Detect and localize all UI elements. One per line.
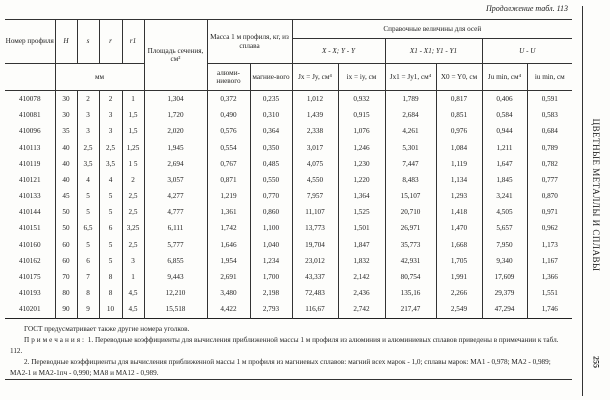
table-cell: 35 [55,123,77,139]
table-cell: 0,871 [207,172,250,188]
table-cell: 135,16 [385,285,436,301]
bottom-rule [5,379,572,380]
table-row [5,253,572,269]
table-cell: 1,847 [338,237,385,253]
table-cell: 0,684 [527,123,572,139]
table-cell: 2,198 [250,285,292,301]
header-axis-xx: X - X; Y - Y [292,39,385,64]
table-cell: 30 [55,107,77,123]
table-cell: 2,5 [122,188,144,204]
table-row [5,237,572,253]
table-cell: 1,439 [292,107,338,123]
table-cell: 2,684 [385,107,436,123]
table-cell: 4,261 [385,123,436,139]
table-cell: 410193 [5,285,55,301]
table-cell: 1,746 [527,301,572,318]
table-cell: 6,855 [144,253,207,269]
table-cell: 1,220 [338,172,385,188]
table-cell: 1,551 [527,285,572,301]
table-cell: 4,277 [144,188,207,204]
header-iumin: iu min, см [527,64,572,91]
table-cell: 410133 [5,188,55,204]
table-cell: 9 [77,301,99,318]
table-cell: 4,5 [122,285,144,301]
table-cell: 2,338 [292,123,338,139]
header-magn: магние-вого [250,64,292,91]
table-cell: 1 5 [122,156,144,172]
table-cell: 0,851 [436,107,482,123]
table-cell: 410151 [5,221,55,237]
table-cell: 1,134 [436,172,482,188]
table-cell: 50 [55,221,77,237]
table-cell: 1,646 [207,237,250,253]
side-title: ЦВЕТНЫЕ МЕТАЛЛЫ И СПЛАВЫ [591,118,601,272]
table-cell: 90 [55,301,77,318]
table-cell: 6,5 [77,221,99,237]
table-cell: 2,549 [436,301,482,318]
table-cell: 9,340 [482,253,527,269]
table-cell: 0,583 [527,107,572,123]
table-cell: 3,480 [207,285,250,301]
table-cell: 1,945 [144,140,207,156]
table-cell: 4,505 [482,204,527,220]
note-1-text: 1. Переводные коэффициенты для вычисления приближенной массы 1 м профиля из алюминия и алюминиевых сплавов приведены в примечании к табл. 112. [10,336,559,355]
table-cell: 47,294 [482,301,527,318]
table-cell: 1,364 [338,188,385,204]
table-cell: 0,584 [482,107,527,123]
table-cell: 1,700 [250,269,292,285]
note-2: 2. Переводные коэффициенты для вычисления приближенной массы 1 м профиля из магниевых сплавов: магний всех марок - 1,0; сплавы марок: МА1 - 0,978; МА2 - 0,989; МА2-1 и МА2-1пч - 0,990; МА8 и МА12 - 0,989. [10,358,551,377]
table-cell: 45 [55,188,77,204]
table-cell: 1,084 [436,140,482,156]
table-cell: 80 [55,285,77,301]
table-cell: 0,576 [207,123,250,139]
table-cell: 1,470 [436,221,482,237]
table-cell: 0,767 [207,156,250,172]
table-cell: 3,25 [122,221,144,237]
table-cell: 0,550 [250,172,292,188]
table-cell: 5 [99,237,122,253]
table-cell: 26,971 [385,221,436,237]
header-reference: Справочные величины для осей [292,20,572,39]
table-row [5,221,572,237]
notes [10,324,570,379]
table-cell: 43,337 [292,269,338,285]
table-cell: 0,915 [338,107,385,123]
table-cell: 8 [99,269,122,285]
table-cell: 5 [99,204,122,220]
table-cell: 410081 [5,107,55,123]
table-cell: 1,173 [527,237,572,253]
header-axis-uu: U - U [482,39,572,64]
table-cell: 1,361 [207,204,250,220]
header-mass: Масса 1 м профиля, кг, из сплава [207,20,292,64]
table-cell: 0,976 [436,123,482,139]
header-r: r [99,20,122,64]
table-cell: 1,720 [144,107,207,123]
table-cell: 116,67 [292,301,338,318]
table-row [5,301,572,318]
table-cell: 1 [122,269,144,285]
table-cell: 1,789 [385,91,436,108]
table-cell: 2 [122,172,144,188]
table-cell: 0,350 [250,140,292,156]
table-cell: 1,501 [338,221,385,237]
table-row [5,172,572,188]
table-cell: 4,075 [292,156,338,172]
table-row [5,188,572,204]
table-cell: 3 [77,123,99,139]
table-cell: 2,436 [338,285,385,301]
table-cell: 1,293 [436,188,482,204]
table-cell: 80,754 [385,269,436,285]
table-cell: 0,406 [482,91,527,108]
table-cell: 12,210 [144,285,207,301]
table-cell: 410121 [5,172,55,188]
table-cell: 410162 [5,253,55,269]
table-cell: 0,777 [527,172,572,188]
table-cell: 7,950 [482,237,527,253]
table-cell: 1 [122,91,144,108]
table-cell: 1,219 [207,188,250,204]
table-cell: 410144 [5,204,55,220]
table-cell: 10 [99,301,122,318]
table-cell: 2,742 [338,301,385,318]
table-cell: 5 [99,188,122,204]
table-cell: 410160 [5,237,55,253]
table-cell: 20,710 [385,204,436,220]
table-cell: 1,418 [436,204,482,220]
table-row [5,204,572,220]
table-cell: 2,694 [144,156,207,172]
table-cell: 0,817 [436,91,482,108]
note-label: Примечания: [24,336,86,344]
table-cell: 410078 [5,91,55,108]
table-cell: 8 [77,285,99,301]
table-cell: 17,609 [482,269,527,285]
table-cell: 3 [99,107,122,123]
header-alum: алюми-ниевого [207,64,250,91]
table-cell: 5 [77,204,99,220]
table-cell: 2,5 [122,204,144,220]
table-cell: 2,266 [436,285,482,301]
table-cell: 0,372 [207,91,250,108]
table-cell: 410201 [5,301,55,318]
table-cell: 2,5 [77,140,99,156]
table-cell: 6,111 [144,221,207,237]
table-cell: 0,944 [482,123,527,139]
table-cell: 3,057 [144,172,207,188]
note-gost: ГОСТ предусматривает также другие номера уголков. [24,325,190,333]
table-cell: 1,211 [482,140,527,156]
table-cell: 1,25 [122,140,144,156]
table-cell: 0,789 [527,140,572,156]
header-x0: X0 = Y0, см [436,64,482,91]
table-cell: 4,422 [207,301,250,318]
header-ix: ix = iy, см [338,64,385,91]
table-cell: 8,483 [385,172,436,188]
table-cell: 8 [99,285,122,301]
table-cell: 1,366 [527,269,572,285]
table-cell: 1,5 [122,107,144,123]
table-row [5,140,572,156]
table-cell: 5 [77,237,99,253]
table-cell: 5,777 [144,237,207,253]
table-cell: 72,483 [292,285,338,301]
table-cell: 50 [55,204,77,220]
table-cell: 1,647 [482,156,527,172]
table-row [5,91,572,108]
table-cell: 0,932 [338,91,385,108]
table-cell: 40 [55,156,77,172]
table-cell: 13,773 [292,221,338,237]
page-number: 255 [591,356,601,368]
table-cell: 0,310 [250,107,292,123]
running-head: Продолжение табл. 113 [485,4,568,13]
table-row [5,107,572,123]
table-row [5,123,572,139]
table-cell: 2,5 [122,237,144,253]
table-cell: 2 [77,91,99,108]
table-cell: 4 [77,172,99,188]
table-cell: 7,957 [292,188,338,204]
table-cell: 0,554 [207,140,250,156]
table-cell: 2,793 [250,301,292,318]
margin-rule [582,6,583,396]
table-cell: 1,100 [250,221,292,237]
table-cell: 1,954 [207,253,250,269]
table-cell: 1,668 [436,237,482,253]
table-cell: 0,782 [527,156,572,172]
table-cell: 410096 [5,123,55,139]
table-cell: 19,704 [292,237,338,253]
table-cell: 2,142 [338,269,385,285]
table-cell: 40 [55,140,77,156]
table-cell: 1,705 [436,253,482,269]
table-cell: 9,443 [144,269,207,285]
table-cell: 15,518 [144,301,207,318]
profile-table [5,19,572,319]
table-cell: 1,076 [338,123,385,139]
table-cell: 30 [55,91,77,108]
header-jumin: Ju min, см⁴ [482,64,527,91]
table-cell: 0,770 [250,188,292,204]
table-cell: 4,777 [144,204,207,220]
table-cell: 2,5 [99,140,122,156]
table-cell: 0,971 [527,204,572,220]
table-cell: 3,5 [99,156,122,172]
table-cell: 0,860 [250,204,292,220]
table-cell: 40 [55,172,77,188]
note-1 [10,335,570,357]
table-cell: 6 [99,221,122,237]
table-cell: 3,241 [482,188,527,204]
header-area: Площадь сечения, см² [144,20,207,91]
table-cell: 0,962 [527,221,572,237]
table-cell: 3,5 [77,156,99,172]
table-cell: 2,020 [144,123,207,139]
table-cell: 5,301 [385,140,436,156]
table-cell: 1,119 [436,156,482,172]
table-cell: 410175 [5,269,55,285]
table-row [5,269,572,285]
table-row [5,156,572,172]
table-cell: 4 [99,172,122,188]
table-cell: 0,490 [207,107,250,123]
table-cell: 70 [55,269,77,285]
table-cell: 1,742 [207,221,250,237]
table-cell: 1,845 [482,172,527,188]
table-cell: 4,550 [292,172,338,188]
table-cell: 4,5 [122,301,144,318]
table-cell: 0,235 [250,91,292,108]
table-cell: 1,234 [250,253,292,269]
table-cell: 1,012 [292,91,338,108]
table-cell: 7,447 [385,156,436,172]
table-cell: 0,485 [250,156,292,172]
table-cell: 0,591 [527,91,572,108]
table-cell: 1,525 [338,204,385,220]
header-profile-cont [5,64,55,91]
table-cell: 3 [122,253,144,269]
table-cell: 217,47 [385,301,436,318]
table-cell: 1,246 [338,140,385,156]
table-cell: 3 [77,107,99,123]
table-cell: 410113 [5,140,55,156]
header-h: H [55,20,77,64]
header-mm: мм [55,64,144,91]
header-s: s [77,20,99,64]
table-cell: 410119 [5,156,55,172]
table-cell: 5 [99,253,122,269]
header-r1: r1 [122,20,144,64]
table-row [5,285,572,301]
table-cell: 1,230 [338,156,385,172]
table-cell: 2 [99,91,122,108]
table-cell: 3,017 [292,140,338,156]
table-cell: 3 [99,123,122,139]
table-cell: 1,832 [338,253,385,269]
table-cell: 0,870 [527,188,572,204]
header-jx1: Jx1 = Jy1, см⁴ [385,64,436,91]
table-cell: 29,379 [482,285,527,301]
table-cell: 2,691 [207,269,250,285]
table-cell: 5,657 [482,221,527,237]
table-cell: 1,5 [122,123,144,139]
table-cell: 1,040 [250,237,292,253]
header-jx: Jx = Jy, см⁴ [292,64,338,91]
header-profile: Номер профиля [5,20,55,64]
table-cell: 23,012 [292,253,338,269]
table-cell: 6 [77,253,99,269]
table-cell: 60 [55,237,77,253]
table-cell: 1,991 [436,269,482,285]
table-cell: 0,364 [250,123,292,139]
table-cell: 7 [77,269,99,285]
table-cell: 1,304 [144,91,207,108]
table-cell: 11,107 [292,204,338,220]
table-cell: 42,931 [385,253,436,269]
table-cell: 1,167 [527,253,572,269]
header-axis-x1: X1 - X1; Y1 - Y1 [385,39,482,64]
table-cell: 5 [77,188,99,204]
table-cell: 35,773 [385,237,436,253]
table-cell: 60 [55,253,77,269]
table-cell: 15,107 [385,188,436,204]
